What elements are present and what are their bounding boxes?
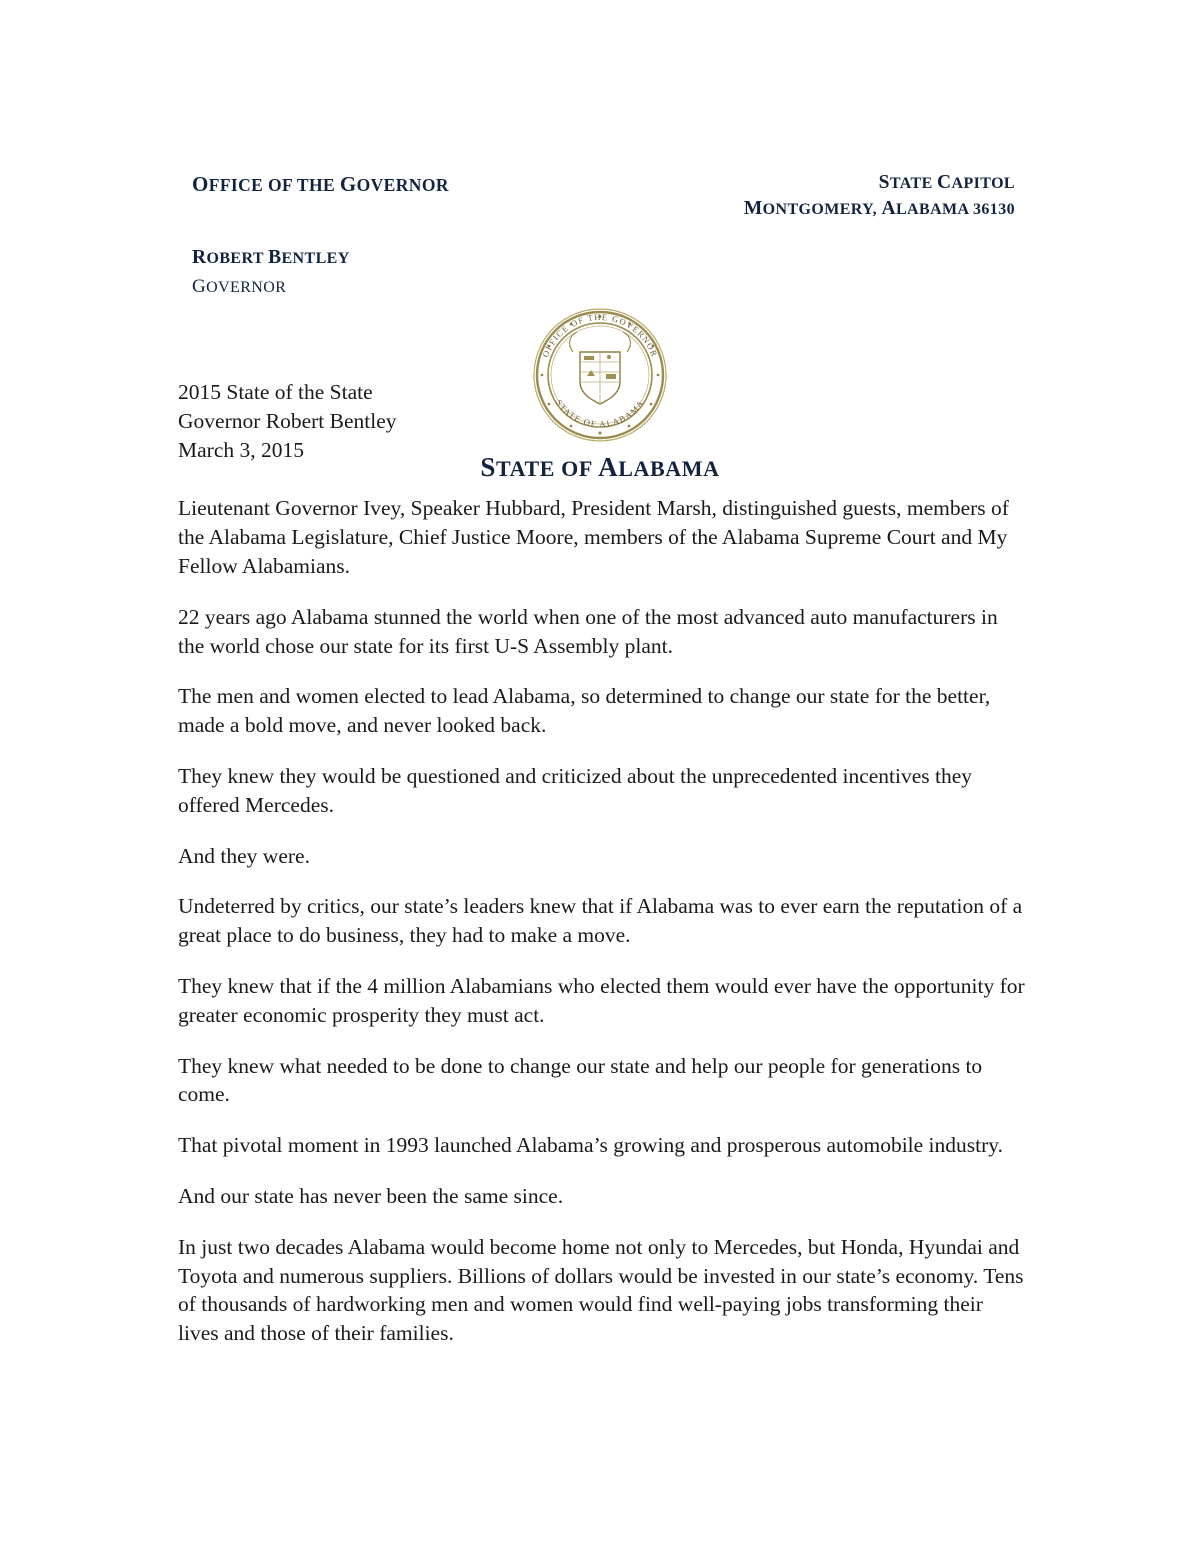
paragraph: They knew that if the 4 million Alabamians who elected them would ever have the opportunity for greater economic prosperity they must act.: [178, 973, 1025, 1027]
paragraph: They knew what needed to be done to change our state and help our people for generations to come.: [178, 1053, 983, 1107]
paragraph: They knew they would be questioned and criticized about the unprecedented incentives they offered Mercedes.: [178, 763, 973, 817]
state-of-alabama-title: STATE OF ALABAMA: [480, 452, 720, 482]
paragraph: And our state has never been the same since.: [178, 1183, 564, 1208]
speech-date: March 3, 2015: [178, 437, 304, 462]
office-of-the-governor-label: OFFICE OF THE GOVERNOR: [192, 172, 449, 196]
paragraph: The men and women elected to lead Alabama, so determined to change our state for the better, made a bold move, and never looked back.: [178, 684, 991, 738]
svg-text:OFFICE OF THE GOVERNOR: OFFICE OF THE GOVERNOR: [540, 311, 660, 359]
paragraph: 22 years ago Alabama stunned the world when one of the most advanced auto manufacturers in the world chose our state for its first U-S Assembly plant.: [178, 604, 998, 658]
governor-title: GOVERNOR: [192, 275, 287, 297]
speech-title: 2015 State of the State: [178, 380, 373, 404]
capitol-address-label: MONTGOMERY, ALABAMA 36130: [743, 198, 1015, 220]
paragraph: That pivotal moment in 1993 launched Alabama’s growing and prosperous automobile industry.: [178, 1133, 1004, 1158]
svg-text:STATE OF ALABAMA: STATE OF ALABAMA: [553, 397, 647, 430]
governor-name: ROBERT BENTLEY: [192, 247, 350, 269]
speech-meta: [178, 378, 1028, 464]
letterhead-right-block: [675, 170, 1015, 223]
speech-author: Governor Robert Bentley: [178, 408, 397, 433]
paragraph: And they were.: [178, 843, 310, 868]
paragraph: Lieutenant Governor Ivey, Speaker Hubbard, President Marsh, distinguished guests, members of the Alabama Legislature, Chief Justice Moore, members of the Alabama Supreme Court and My Fellow Alabamians.: [178, 496, 1009, 578]
state-capitol-label: STATE CAPITOL: [878, 172, 1015, 193]
speech-body: [178, 378, 1028, 1369]
paragraph: Undeterred by critics, our state’s leaders knew that if Alabama was to ever earn the reputation of a great place to do business, they had to make a move.: [178, 894, 1023, 948]
paragraph: In just two decades Alabama would become home not only to Mercedes, but Honda, Hyundai and Toyota and numerous suppliers. Billions of dollars would be invested in our state’s economy. Tens of thousands of hardworking men and women would find well-paying jobs transforming their lives and those of their families.: [178, 1234, 1024, 1346]
letterhead-left-block: [192, 170, 522, 299]
